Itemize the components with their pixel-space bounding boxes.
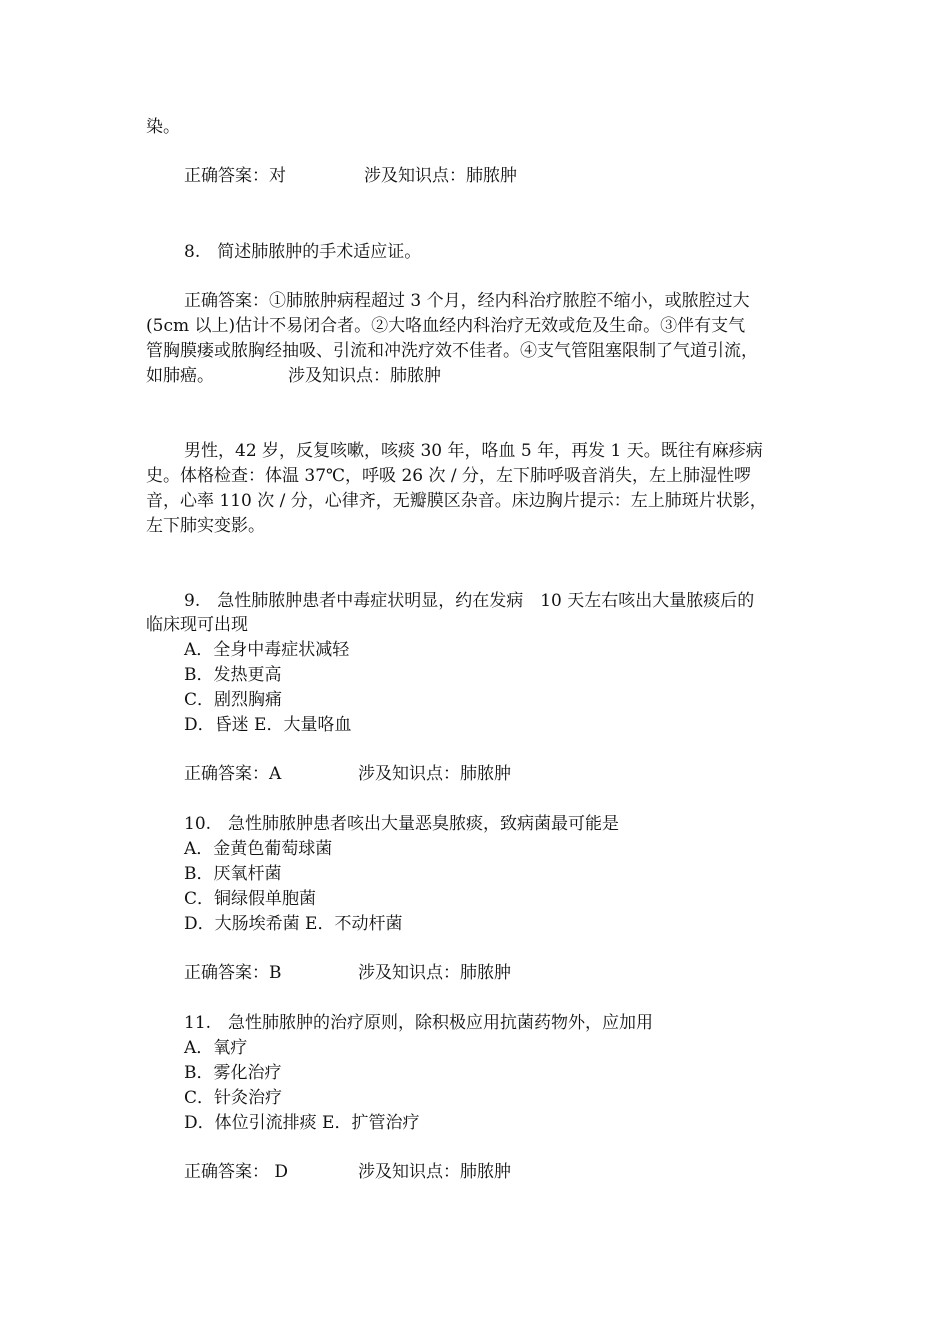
knowledge-point-7: 涉及知识点：肺脓肿: [364, 166, 517, 186]
answer-10: 正确答案：B: [184, 963, 282, 983]
answer-9: 正确答案：A: [184, 764, 282, 784]
knowledge-point-8: 涉及知识点：肺脓肿: [288, 366, 441, 386]
answer-8-line-4: 如肺癌。: [146, 366, 214, 386]
question-9-option-d-e: D．昏迷 E．大量咯血: [184, 715, 352, 735]
question-11-option-a: A．氧疗: [184, 1038, 248, 1058]
question-11: 11. 急性肺脓肿的治疗原则，除积极应用抗菌药物外，应加用: [184, 1013, 654, 1033]
question-10-option-a: A．金黄色葡萄球菌: [184, 839, 333, 859]
question-10: 10. 急性肺脓肿患者咳出大量恶臭脓痰，致病菌最可能是: [184, 814, 620, 834]
answer-11: 正确答案： D: [184, 1162, 289, 1182]
question-11-option-d-e: D．体位引流排痰 E．扩管治疗: [184, 1113, 420, 1133]
case-line-4: 左下肺实变影。: [146, 516, 265, 536]
knowledge-point-10: 涉及知识点：肺脓肿: [358, 963, 511, 983]
question-9-option-c: C．剧烈胸痛: [184, 690, 283, 710]
continued-text: 染。: [146, 117, 180, 137]
case-line-1: 男性，42 岁，反复咳嗽，咳痰 30 年，咯血 5 年，再发 1 天。既往有麻疹病: [184, 441, 763, 461]
case-line-2: 史。体格检查：体温 37℃，呼吸 26 次 / 分，左下肺呼吸音消失，左上肺湿性啰: [146, 466, 752, 486]
question-10-option-d-e: D．大肠埃希菌 E．不动杆菌: [184, 914, 403, 934]
answer-8-line-1: 正确答案：①肺脓肿病程超过 3 个月，经内科治疗脓腔不缩小，或脓腔过大: [184, 291, 750, 311]
knowledge-point-9: 涉及知识点：肺脓肿: [358, 764, 511, 784]
question-8: 8. 简述肺脓肿的手术适应证。: [184, 242, 422, 262]
question-11-option-c: C．针灸治疗: [184, 1088, 283, 1108]
question-9-line-1: 9. 急性肺脓肿患者中毒症状明显，约在发病 10 天左右咳出大量脓痰后的: [184, 591, 755, 611]
question-11-option-b: B．雾化治疗: [184, 1063, 282, 1083]
answer-8-line-3: 管胸膜瘘或脓胸经抽吸、引流和冲洗疗效不佳者。④支气管阻塞限制了气道引流，: [146, 341, 758, 361]
knowledge-point-11: 涉及知识点：肺脓肿: [358, 1162, 511, 1182]
question-9-option-a: A．全身中毒症状减轻: [184, 640, 350, 660]
question-10-option-c: C．铜绿假单胞菌: [184, 889, 317, 909]
answer-8-line-2: (5cm 以上)估计不易闭合者。②大咯血经内科治疗无效或危及生命。③伴有支气: [146, 316, 746, 336]
answer-7: 正确答案：对: [184, 166, 286, 186]
case-line-3: 音，心率 110 次 / 分，心律齐，无瓣膜区杂音。床边胸片提示：左上肺斑片状影，: [146, 491, 767, 511]
question-9-line-2: 临床现可出现: [146, 615, 248, 635]
question-9-option-b: B．发热更高: [184, 665, 282, 685]
question-10-option-b: B．厌氧杆菌: [184, 864, 282, 884]
